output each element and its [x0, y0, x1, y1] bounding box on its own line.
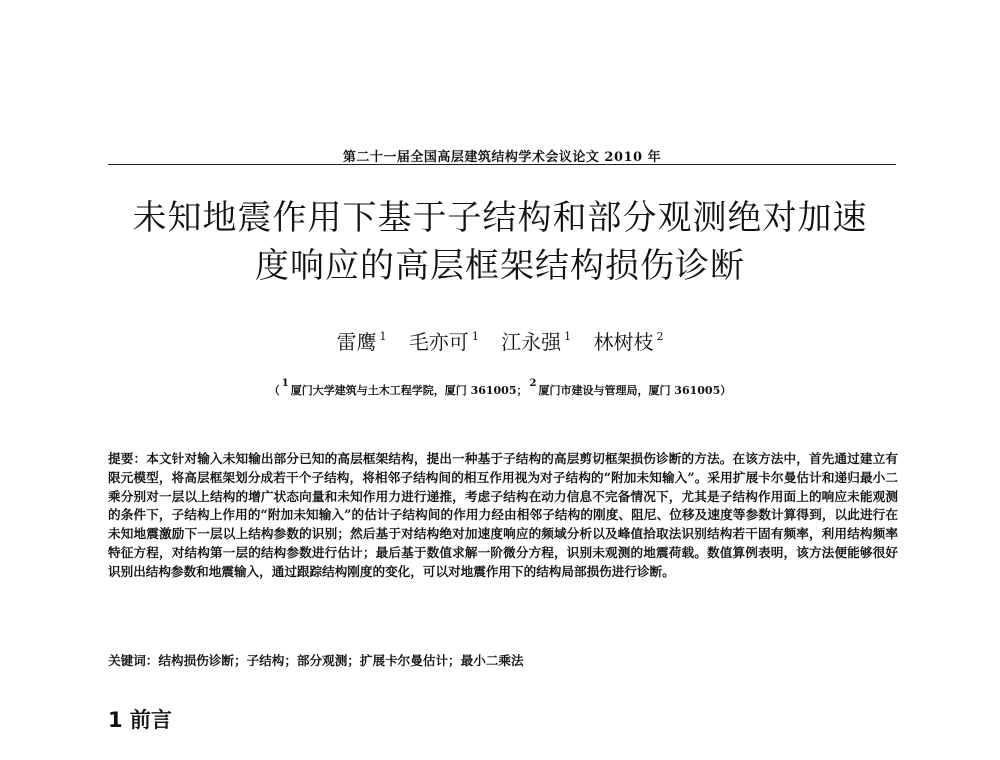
running-header: 第二十一届全国高层建筑结构学术会议论文 2010 年: [342, 150, 662, 165]
affiliation-open-paren: （: [268, 384, 280, 397]
abstract-label: 提要：: [108, 451, 147, 466]
affiliation-mark: 1: [379, 330, 387, 343]
author-name: 江永强: [501, 330, 562, 354]
author-4: [594, 330, 664, 354]
header-rule: [108, 164, 896, 165]
abstract: [108, 450, 898, 582]
affiliation-mark: 1: [564, 330, 572, 343]
author-1: [336, 330, 386, 354]
author-3: [501, 330, 571, 354]
affiliation-1: 厦门大学建筑与土木工程学院，厦门 361005；: [290, 384, 528, 397]
author-name: 林树枝: [593, 330, 654, 354]
affiliations: [100, 378, 900, 398]
author-list: [100, 326, 900, 355]
author-2: [409, 330, 479, 354]
title-line-1: 未知地震作用下基于子结构和部分观测绝对加速: [132, 198, 868, 238]
author-name: 毛亦可: [408, 330, 469, 354]
affiliation-mark: 1: [471, 330, 479, 343]
affiliation-mark-1: 1: [281, 378, 289, 389]
author-name: 雷鹰: [336, 330, 377, 354]
affiliation-mark-2: 2: [529, 378, 537, 389]
keywords-text: 结构损伤诊断；子结构；部分观测；扩展卡尔曼估计；最小二乘法: [158, 653, 524, 668]
keywords: [108, 650, 898, 669]
abstract-text: 本文针对输入未知输出部分已知的高层框架结构，提出一种基于子结构的高层剪切框架损伤诊断的方法。在该方法中，首先通过建立有限元模型，将高层框架划分成若干个子结构，将相邻子结构间的相互作用视为对子结构的“附加未知输入”。采用扩展卡尔曼估计和递归最小二乘分别对一层以上结构的增广状态向量和未知作用力进行递推，考虑子结构在动力信息不完备情况下，尤其是子结构作用面上的响应未能观测的条件下，子结构上作用的“附加未知输入”的估计子结构间的作用力经由相邻子结构的刚度、阻尼、位移及速度等参数计算得到，以此进行在未知地震激励下一层以上结构参数的识别；然后基于对结构绝对加速度响应的频域分析以及峰值拾取法识别结构若干固有频率，利用结构频率特征方程，对结构第一层的结构参数进行估计；最后基于数值求解一阶微分方程，识别未观测的地震荷载。数值算例表明，该方法便能够很好识别出结构参数和地震输入，通过跟踪结构刚度的变化，可以对地震作用下的结构局部损伤进行诊断。: [108, 451, 899, 579]
keywords-label: 关键词：: [108, 653, 159, 668]
affiliation-2: 厦门市建设与管理局，厦门 361005）: [538, 384, 732, 397]
paper-title: [60, 194, 940, 290]
affiliation-mark: 2: [656, 330, 664, 343]
title-line-2: 度响应的高层框架结构损伤诊断: [255, 246, 745, 286]
section-heading: 1 前言: [108, 708, 172, 732]
